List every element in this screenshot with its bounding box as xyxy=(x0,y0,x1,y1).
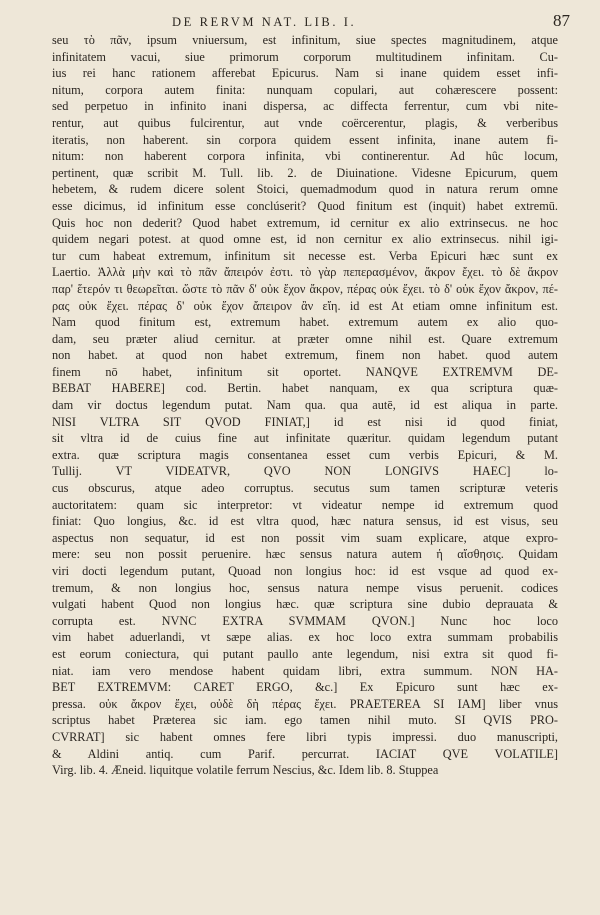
text-line: finiat: Quo longius, &c. id est vltra quod, hæc natura sensus, id est visus, seu xyxy=(52,514,558,529)
text-line: Quis hoc non dederit? Quod habet extremum, id cernitur ex alio extrinsecus. ne hoc xyxy=(52,215,558,230)
text-line: quidem negari potest. at quod omne est, id non cernitur ex alio extrinsecus. nihil igi- xyxy=(52,232,558,247)
text-line: sit vltra id de cuius fine aut infinitate quæritur. quidam legendum putant xyxy=(52,431,558,446)
text-line: NISI VLTRA SIT QVOD FINIAT,] id est nisi id quod finiat, xyxy=(52,414,558,429)
text-line: est eorum coniectura, qui putant paullo ante legendum, nisi extra sit quod fi- xyxy=(52,646,558,661)
text-line: BET EXTREMVM: CARET ERGO, &c.] Ex Epicuro sunt hæc ex- xyxy=(52,680,558,695)
text-line: BEBAT HABERE] cod. Bertin. habet nanquam, ex qua scriptura quæ- xyxy=(52,381,558,396)
text-line: rentur, aut quibus fulcirentur, aut vnde coërcerentur, plagis, & verberibus xyxy=(52,115,558,130)
text-line: seu τὸ πᾶν, ipsum vniuersum, est infinitum, siue spectes magnitudinem, atque xyxy=(52,33,558,47)
text-line: Nam quod finitum est, extremum habet. extremum autem ex alio quo- xyxy=(52,315,558,330)
text-line: Virg. lib. 4. Æneid. liquitque volatile ferrum Nescius, &c. Idem lib. 8. Stuppea xyxy=(52,763,439,778)
commentary-text xyxy=(52,32,558,779)
text-line: dam vir doctus legendum putat. Nam qua. qua autē, id est aliqua in parte. xyxy=(52,398,558,413)
text-line: viri docti legendum putant, Quoad non longius hoc: id est vsque ad quod ex- xyxy=(52,564,558,578)
text-line: scriptus habet Præterea sic iam. ego tamen nihil muto. SI QVIS PRO- xyxy=(52,713,558,728)
text-line: ρας οὐκ ἔχει. πέρας δ' οὐκ ἔχον ἄπειρον ἂν εἴη. id est At etiam omne infinitum est. xyxy=(52,298,558,313)
text-line: finem nō habet, infinitum sit oportet. NANQVE EXTREMVM DE- xyxy=(52,364,558,379)
text-line: cus obscurus, atque adeo corruptus. secutus sum tamen scripturæ veteris xyxy=(52,481,558,496)
text-line: CVRRAT] sic habent omnes fere libri typis impressi. duo manuscripti, xyxy=(52,729,558,744)
text-line: corrupta est. NVNC EXTRA SVMMAM QVON.] Nunc hoc loco xyxy=(52,613,558,628)
text-line: pressa. οὐκ ἄκρον ἔχει, οὐδὲ δὴ πέρας ἔχει. PRAETEREA SI IAM] liber vnus xyxy=(52,696,558,711)
text-line: pertinent, quæ scribit M. Tull. lib. 2. de Diuinatione. Videsne Epicurum, quem xyxy=(52,165,558,180)
text-line: vim habet aduerlandi, vt sæpe alias. ex hoc loco extra summam probabilis xyxy=(52,630,558,645)
text-line: Tullij. VT VIDEATVR, QVO NON LONGIVS HAEC] lo- xyxy=(52,464,558,479)
text-line: auctoritatem: quam sic interpretor: vt videatur nempe id extremum quod xyxy=(52,497,558,512)
text-line: esse dicimus, id infinitum esse conclúserit? Quod finitum est (inquit) habet extremū. xyxy=(52,198,558,213)
running-head: DE RERVM NAT. LIB. I. xyxy=(172,15,357,29)
page-number: 87 xyxy=(553,11,570,30)
text-line: ius rei hanc rationem afferebat Epicurus. Nam si inane quidem esset infi- xyxy=(52,66,558,81)
text-line: aspectus non sequatur, id est non possit vim suam explicare, atque expro- xyxy=(52,530,558,545)
text-line: extra. quæ scriptura magis consentanea esset cum verbis Epicuri, & M. xyxy=(52,447,558,462)
text-line: nitum, corpora autem finita: nunquam copulari, aut cohærescere possent: xyxy=(52,82,558,97)
text-line: dam, seu præter aliud cernitur. at præter omne nihil est. Quare extremum xyxy=(52,331,558,346)
text-line: Laertio. Ἀλλὰ μὴν καὶ τὸ πᾶν ἄπειρόν ἐστι. τὸ γὰρ πεπερασμένον, ἄκρον ἔχει. τὸ δὲ ἄκρον xyxy=(52,265,558,280)
text-line: παρ' ἕτερόν τι θεωρεῖται. ὥστε τὸ πᾶν δ' οὐκ ἔχον ἄκρον, πέρας οὐκ ἔχει. τὸ δ' οὐκ ἔχον ἄκρον, πέ- xyxy=(52,281,558,296)
text-line: tur cum habeat extremum, infinitum sit necesse est. Verba Epicuri hæc sunt ex xyxy=(52,248,558,263)
text-line: non habet. at quod non habet extremum, finem non habet. quod autem xyxy=(52,348,558,363)
text-line: nitum: non haberent corpora infinita, vbi continerentur. Ad hûc locum, xyxy=(52,149,558,164)
text-line: mere: seu non possit peruenire. hæc sensus natura autem ἡ αἴσθησις. Quidam xyxy=(52,547,558,562)
text-line: tremum, & non longius hoc, sensus natura nempe visus peruenit. codices xyxy=(52,580,558,595)
text-line: hebetem, & rudem dicere solent Stoici, quemadmodum quod in natura rerum omne xyxy=(52,182,558,197)
text-line: sed perpetuo in infinito inani dispersa, ac diffecta ferrentur, cum vbi nite- xyxy=(52,99,558,114)
text-line: iteratis, non haberent. sin corpora quidem essent infinita, inane autem fi- xyxy=(52,132,558,147)
text-line: & Aldini antiq. cum Parif. percurrat. IACIAT QVE VOLATILE] xyxy=(52,746,558,761)
text-line: infinitatem vacui, siue primorum corporum multitudinem infinitam. Cu- xyxy=(52,49,558,64)
text-line: niat. iam vero mendose habent quidam libri, extra summum. NON HA- xyxy=(52,663,558,678)
text-line: vulgati habent Quod non longius hæc. quæ scriptura sine dubio deprauata & xyxy=(52,597,558,612)
